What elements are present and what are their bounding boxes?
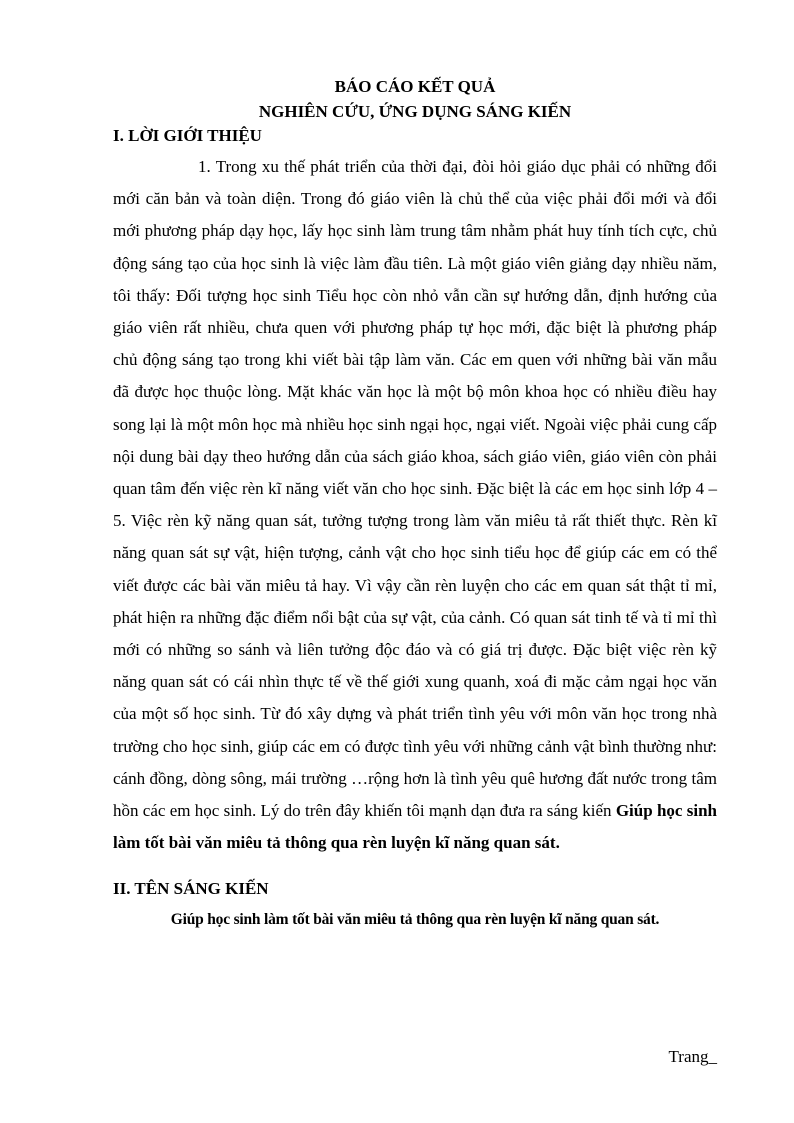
initiative-name-inline: Giúp học sinh làm tốt bài văn miêu tả thông qua rèn luyện kĩ năng quan sát. [113,801,718,853]
page-number-label: Trang_ [668,1047,717,1066]
introduction-paragraph [113,151,717,859]
section-heading-introduction: I. LỜI GIỚI THIỆU [113,126,262,145]
report-title-line1: BÁO CÁO KẾT QUẢ [334,77,496,96]
document-page [113,74,717,933]
section-heading-initiative-name: II. TÊN SÁNG KIẾN [113,879,269,899]
initiative-name: Giúp học sinh làm tốt bài văn miêu tả thông qua rèn luyện kĩ năng quan sát. [170,911,660,929]
report-title-line2: NGHIÊN CỨU, ỨNG DỤNG SÁNG KIẾN [258,102,572,121]
introduction-paragraph-text: 1. Trong xu thế phát triển của thời đại, đòi hỏi giáo dục phải có những đổi mới căn bản và toàn diện. Trong đó giáo viên là chủ thể của việc phải đổi mới và đổi mới phương pháp dạy học, lấy học sinh làm trung tâm nhằm phát huy tính tích cực, chủ động sáng tạo của học sinh là việc làm đầu tiên. Là một giáo viên giảng dạy nhiều năm, tôi thấy: Đối tượng học sinh Tiểu học còn nhỏ vẫn cần sự hướng dẫn, định hướng của giáo viên rất nhiều, chưa quen với phương pháp tự học mới, đặc biệt là phương pháp chủ động sáng tạo trong khi viết bài tập làm văn. Các em quen với những bài văn mẫu đã được học thuộc lòng. Mặt khác văn học là một bộ môn khoa học có nhiều điều hay song lại là một môn học mà nhiều học sinh ngại học, ngại viết. Ngoài việc phải cung cấp nội dung bài dạy theo hướng dẫn của sách giáo khoa, sách giáo viên, giáo viên còn phải quan tâm đến việc rèn kĩ năng viết văn cho học sinh. Đặc biệt là các em học sinh lớp 4 – 5. Việc rèn kỹ năng quan sát, tưởng tượng trong làm văn miêu tả rất thiết thực. Rèn kĩ năng quan sát sự vật, hiện tượng, cảnh vật cho học sinh tiểu học để giúp các em có thể viết được các bài văn miêu tả hay. Vì vậy cần rèn luyện cho các em quan sát thật tỉ mỉ, phát hiện ra những đặc điểm nổi bật của sự vật, của cảnh. Có quan sát tinh tế và tỉ mỉ thì mới có những so sánh và liên tưởng độc đáo và có giá trị được. Đặc biệt việc rèn kỹ năng quan sát có cái nhìn thực tế về thế giới xung quanh, xoá đi mặc cảm ngại học văn của một số học sinh. Từ đó xây dựng và phát triển tình yêu với môn văn học trong nhà trường cho học sinh, giúp các em có được tình yêu với những cảnh vật bình thường như: cánh đồng, dòng sông, mái trường …rộng hơn là tình yêu quê hương đất nước trong tâm hồn các em học sinh. Lý do trên đây khiến tôi mạnh dạn đưa ra sáng kiến [113,157,717,821]
